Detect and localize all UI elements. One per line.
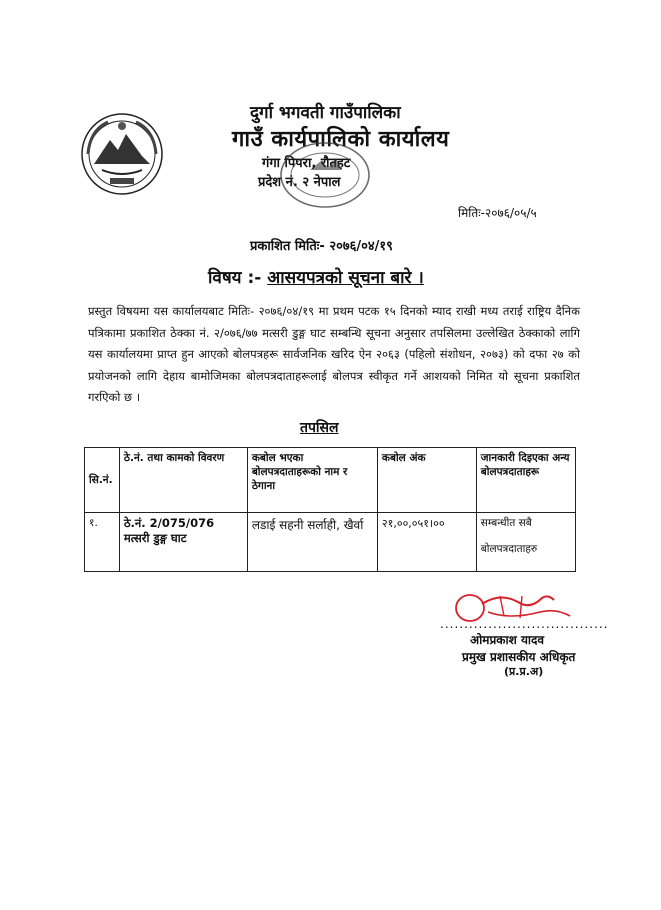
org-name-line1: दुर्गा भगवती गाउँपालिका: [250, 103, 401, 123]
subject-line: [208, 265, 424, 288]
signature-line: ...................................: [440, 617, 609, 631]
header-amount: कबोल अंक: [377, 448, 476, 513]
bid-details-table: [84, 447, 576, 572]
header-contract: ठे.नं. तथा कामको विवरण: [119, 448, 247, 513]
subject-text: आसयपत्रको सूचना बारे ।: [267, 268, 424, 288]
nepal-emblem-icon: [80, 112, 164, 196]
table-row: [85, 513, 576, 572]
header-serial: सि.नं.: [85, 448, 120, 513]
table-header-row: [85, 448, 576, 513]
cell-contract: [119, 513, 247, 572]
cell-amount: २१,००,०५१।००: [377, 513, 476, 572]
publication-date: प्रकाशित मितिः- २०७६/०४/१९: [250, 239, 393, 254]
contract-description: मत्सरी डुङ्ग घाट: [123, 531, 187, 545]
subject-label: विषय :-: [208, 268, 268, 288]
signatory-abbr: (प्र.प्र.अ): [504, 665, 544, 678]
other-bidders-line1: सम्बन्धीत सबै: [480, 517, 532, 529]
org-address-line: गंगा पिपरा, रौतहट: [262, 156, 351, 171]
notice-paragraph: प्रस्तुत विषयमा यस कार्यालयबाट मितिः- २०७६/०४/१९ मा प्रथम पटक १५ दिनको म्याद राखी मध्य तराई राष्ट्रिय दैनिक पत्रिकामा प्रकाशित ठेक्का नं. २/०७६/७७ मत्सरी डुङ्ग घाट सम्बन्धि सूचना अनुसार तपसिलमा उल्लेखित ठेक्काको लागि यस कार्यालयमा प्राप्त हुन आएको बोलपत्रहरू सार्वजनिक खरिद ऐन २०६३ (पहिलो संशोधन, २०७३) को दफा २७ को प्रयोजनको लागि देहाय बामोजिमका बोलपत्रदाताहरूलाई बोलपत्र स्वीकृत गर्ने आशयको निमित यो सूचना प्रकाशित गरएिको छ ।: [88, 304, 580, 404]
contract-number: ठे.नं. 2/075/076: [123, 516, 215, 530]
letter-date: मितिः-२०७६/०५/५: [458, 206, 537, 220]
signatory-title: प्रमुख प्रशासकीय अधिकृत: [462, 650, 576, 664]
office-seal-stamp: [270, 130, 380, 220]
cell-other-bidders: [476, 513, 575, 572]
header-bidder: कबोल भएका बोलपत्रदाताहरूको नाम र ठेगाना: [247, 448, 377, 513]
cell-serial: १.: [85, 513, 120, 572]
org-province-line: प्रदेश नं. २ नेपाल: [258, 175, 341, 190]
org-name-line2: गाउँ कार्यपालिको कार्यालय: [232, 127, 450, 152]
cell-bidder: लडाई सहनी सर्लाही, खैर्वा: [247, 513, 377, 572]
header-other-bidders: जानकारी दिइएका अन्य बोलपत्रदाताहरू: [476, 448, 575, 513]
signatory-name: ओमप्रकाश यादव: [470, 633, 545, 647]
other-bidders-line2: बोलपत्रदाताहरु: [480, 543, 538, 555]
table-title: तपसिल: [300, 420, 339, 436]
